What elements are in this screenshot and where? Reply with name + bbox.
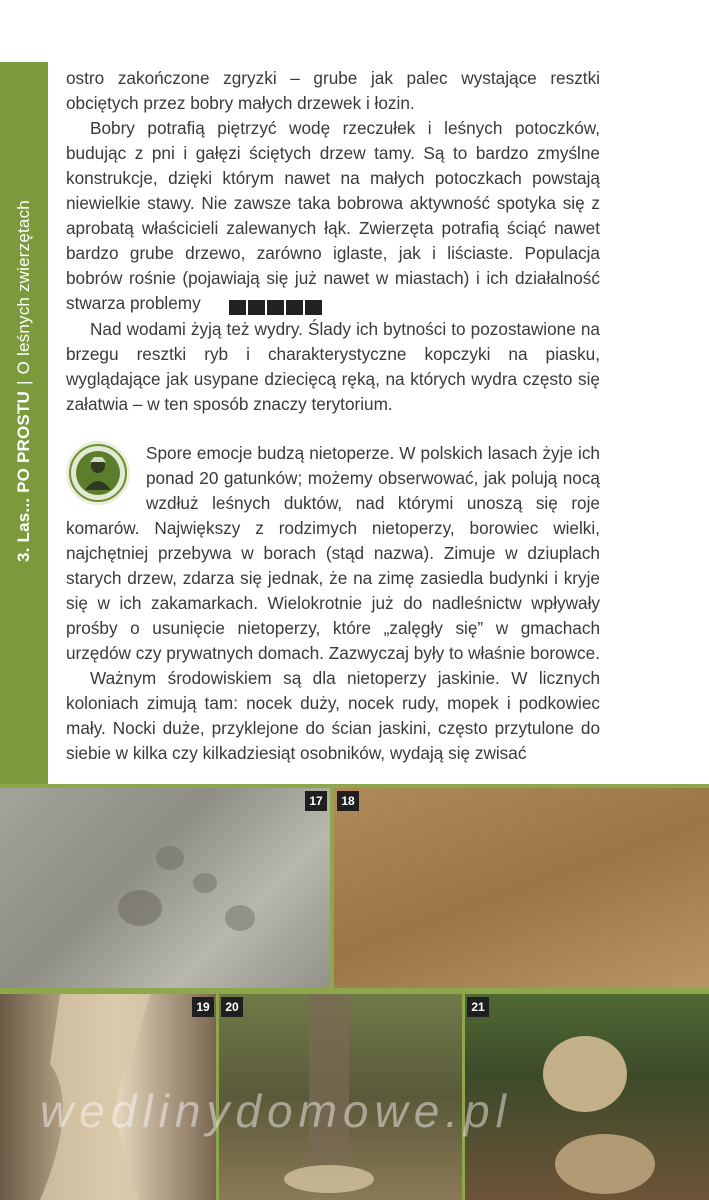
paragraph — [66, 441, 600, 666]
paragraph-text: Bobry potrafią piętrzyć wodę rzeczułek i leśnych potoczków, budując z pni i gałęzi ściętych drzew tamy. Są to bardzo zmyślne konstrukcje, dzięki którym nawet na małych potoczkach powstają niewielkie stawy. Nie zawsze taka bobrowa aktywność spotyka się z aprobatą właścicieli zalewanych łąk. Zwierzęta potrafią ściąć nawet bardzo grube drzewo, zarówno iglaste, jak i liściaste. Populacja bobrów rośnie (pojawiają się już nawet w miastach) i ich działalność stwarza problemy — [66, 118, 600, 313]
paragraph — [66, 116, 600, 317]
paragraph: Nad wodami żyją też wydry. Ślady ich bytności to pozostawione na brzegu resztki ryb i charakterystyczne kopczyki na piasku, wyglądające jak usypane dziecięcą ręką, na których wydra często się załatwia – w ten sposób znaczy terytorium. — [66, 318, 600, 414]
sidebar-subtitle: O leśnych zwierzętach — [14, 200, 33, 375]
photo-label: 19 — [192, 997, 214, 1017]
ref-number — [248, 300, 265, 315]
paragraph-text: Spore emocje budzą nietoperze. W polskich lasach żyje ich ponad 20 gatunków; możemy obserwować, jak polują nocą wzdłuż leśnych duktów, nad którymi unoszą się roje komarów. Największy z rodzimych nietoperzy, borowiec wielki, najchętniej przebywa w borach (stąd nazwa). Zimuje w dziuplach starych drzew, zdarza się jednak, że na zimę zasiedla budynki i kryje się w ich zakamarkach. Wielokrotnie już do nadleśnictw wpływały prośby o usunięcie nietoperzy, które „zalęgły się” w gmachach urzędów czy prywatnych domach. Zazwyczaj były to właśnie borowce. — [66, 443, 600, 663]
ref-number — [286, 300, 303, 315]
photo-label: 21 — [467, 997, 489, 1017]
watermark: wedlinydomowe.pl — [40, 1085, 512, 1137]
sidebar-separator: | — [14, 380, 33, 385]
photo-references — [205, 292, 340, 317]
photo-label: 17 — [305, 791, 327, 811]
photo-strip — [0, 784, 709, 1200]
chapter-sidebar — [0, 62, 48, 784]
ref-number — [267, 300, 284, 315]
photo-label: 18 — [337, 791, 359, 811]
paragraph: Ważnym środowiskiem są dla nietoperzy jaskinie. W licznych koloniach zimują tam: nocek duży, nocek rudy, mopek i podkowiec mały. Nocki duże, przyklejone do ścian jaskini, często przytulone do siebie w kilka czy kilkadziesiąt osobników, wydają się zwisać — [66, 668, 600, 763]
chapter-label: 3. Las... — [14, 497, 33, 562]
photo-otter-track-sand — [334, 788, 709, 988]
photo-beaver-track-mud — [0, 788, 330, 988]
text-block-top — [66, 66, 600, 417]
paragraph: ostro zakończone zgryzki – grube jak palec wystające resztki obciętych przez bobry małych drzewek i łozin. — [66, 68, 600, 113]
series-label: PO PROSTU — [14, 390, 33, 493]
sidebar-title — [14, 200, 34, 562]
photo-label: 20 — [221, 997, 243, 1017]
text-block-bottom — [66, 441, 600, 766]
ref-number — [229, 300, 246, 315]
ref-number: 21 — [305, 300, 322, 315]
